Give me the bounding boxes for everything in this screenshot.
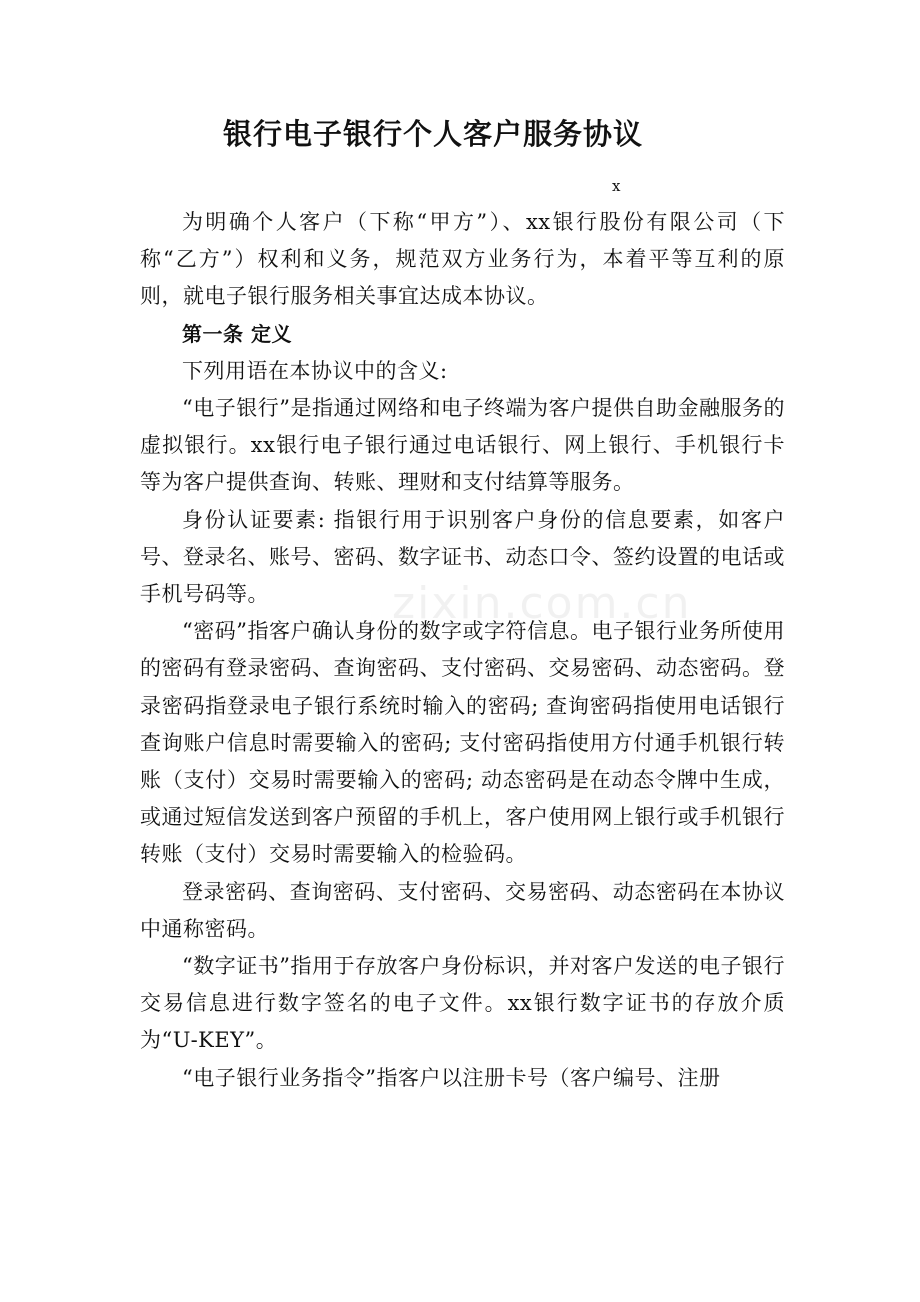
- paragraph-password-definition: “密码”指客户确认身份的数字或字符信息。电子银行业务所使用的密码有登录密码、查询密码、支付密码、交易密码、动态密码。登录密码指登录电子银行系统时输入的密码; 查询密码指使用电话银行查询账户信息时需要输入的密码; 支付密码指使用方付通手机银行转账（支付）交易时需要输入的密码; 动态密码是在动态令牌中生成，或通过短信发送到客户预留的手机上，客户使用网上银行或手机银行转账（支付）交易时需要输入的检验码。: [140, 619, 785, 867]
- document-body: [140, 204, 785, 1097]
- paragraph-password-summary: 登录密码、查询密码、支付密码、交易密码、动态密码在本协议中通称密码。: [140, 879, 785, 941]
- paragraph-ebank-definition: “电子银行”是指通过网络和电子终端为客户提供自助金融服务的虚拟银行。xx银行电子银行通过电话银行、网上银行、手机银行卡等为客户提供查询、转账、理财和支付结算等服务。: [140, 396, 785, 495]
- paragraph-certificate-definition: “数字证书”指用于存放客户身份标识，并对客户发送的电子银行交易信息进行数字签名的电子文件。xx银行数字证书的存放介质为“U-KEY”。: [140, 954, 785, 1053]
- paragraph-terms-lead: 下列用语在本协议中的含义:: [182, 358, 448, 383]
- paragraph-auth-elements: 身份认证要素: 指银行用于识别客户身份的信息要素，如客户号、登录名、账号、密码、数字证书、动态口令、签约设置的电话或手机号码等。: [140, 507, 785, 607]
- page-mark: x: [612, 177, 621, 195]
- paragraph-instruction-definition: “电子银行业务指令”指客户以注册卡号（客户编号、注册: [182, 1065, 721, 1090]
- watermark-text: zixin.com.cn: [392, 578, 692, 629]
- section-heading-article-1: 第一条 定义: [182, 321, 292, 346]
- paragraph-intro: 为明确个人客户（下称“甲方”）、xx银行股份有限公司（下称“乙方”）权利和义务，规范双方业务行为，本着平等互利的原则，就电子银行服务相关事宜达成本协议。: [140, 210, 785, 309]
- document-title: 银行电子银行个人客户服务协议: [222, 117, 643, 151]
